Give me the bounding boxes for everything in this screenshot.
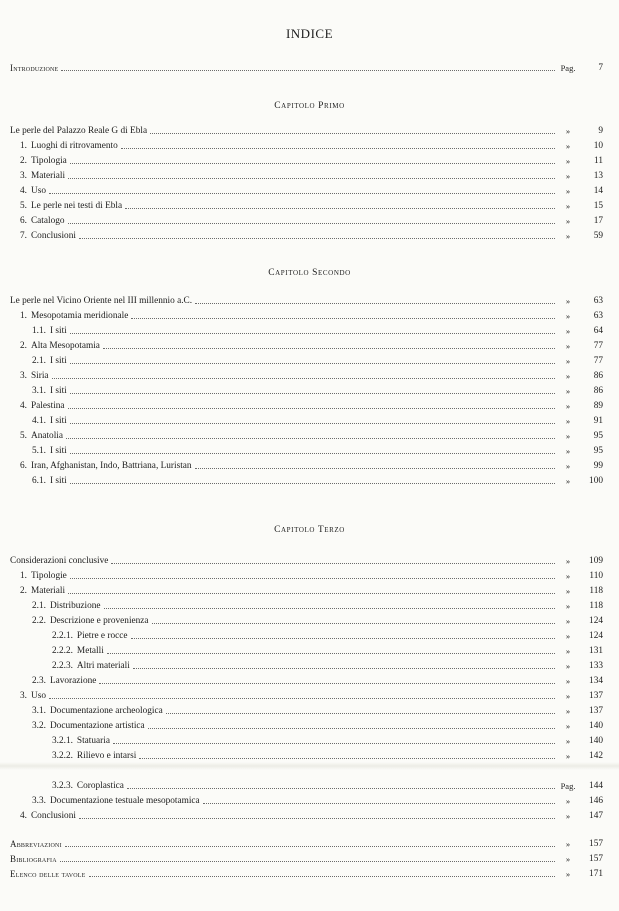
page-prefix: »: [565, 571, 571, 581]
toc-entry-title: Elenco delle tavole: [10, 869, 86, 879]
toc-entry-label: [10, 720, 148, 732]
toc-entry[interactable]: [10, 853, 603, 865]
toc-entry[interactable]: [10, 810, 603, 822]
page-prefix: »: [565, 661, 571, 671]
toc-entry-label: [10, 690, 49, 702]
chapter-heading: Capitolo Primo: [274, 101, 345, 111]
toc-entry[interactable]: [10, 600, 603, 612]
toc-entry-label: [10, 750, 139, 762]
toc-entry[interactable]: [10, 355, 603, 367]
toc-entry[interactable]: [10, 675, 603, 687]
toc-entry-title: Considerazioni conclusive: [10, 556, 109, 566]
toc-entry[interactable]: [10, 445, 603, 457]
toc-entry-number: 2.1.: [32, 601, 46, 611]
toc-entry-title: Pietre e rocce: [76, 631, 128, 641]
toc-entry-number: 6.: [20, 461, 27, 471]
toc-entry[interactable]: [10, 475, 603, 487]
toc-entry-label: [10, 660, 133, 672]
toc-entry-number: 5.1.: [32, 446, 46, 456]
toc-entry[interactable]: [10, 555, 603, 567]
toc-entry-number: 3.: [20, 371, 27, 381]
toc-entry[interactable]: [10, 415, 603, 427]
toc-entry-label: [10, 780, 127, 792]
page-prefix: »: [565, 811, 571, 821]
page-number: 86: [593, 371, 603, 381]
toc-entry-number: 3.1.: [32, 706, 46, 716]
page-prefix: »: [565, 646, 571, 656]
page-number: 137: [589, 691, 603, 701]
page-prefix: »: [565, 869, 571, 879]
toc-entry-title: Tipologia: [30, 156, 67, 166]
toc-entry-label: [10, 853, 60, 865]
toc-entry-title: Siria: [30, 371, 49, 381]
toc-entry-title: Mesopotamia meridionale: [30, 311, 129, 321]
dot-leader: [68, 178, 555, 179]
page-prefix: »: [565, 311, 571, 321]
toc-entry-label: [10, 810, 79, 822]
toc-entry-title: Documentazione archeologica: [49, 706, 163, 716]
toc-entry[interactable]: [10, 430, 603, 442]
dot-leader: [70, 363, 555, 364]
page-number: 140: [589, 721, 603, 731]
page-number: 7: [598, 63, 603, 73]
toc-entry-title: Tipologie: [30, 571, 67, 581]
toc-entry-label: [10, 415, 70, 427]
page-prefix: »: [565, 296, 571, 306]
toc-entry[interactable]: [10, 795, 603, 807]
toc-entry[interactable]: [10, 185, 603, 197]
toc-entry-title: I siti: [49, 326, 67, 336]
dot-leader: [79, 238, 555, 239]
toc-entry-label: [10, 370, 52, 382]
toc-entry-number: 2.3.: [32, 676, 46, 686]
toc-entry-title: Materiali: [30, 171, 66, 181]
toc-entry-number: 2.: [20, 341, 27, 351]
page-prefix: »: [565, 141, 571, 151]
toc-entry-title: Distribuzione: [49, 601, 101, 611]
dot-leader: [203, 803, 555, 804]
page-prefix: »: [565, 691, 571, 701]
toc-entry-number: 3.2.1.: [52, 736, 73, 746]
dot-leader: [70, 453, 555, 454]
page-number: 95: [593, 446, 603, 456]
page-prefix: »: [565, 341, 571, 351]
toc-entry-title: Introduzione: [10, 63, 59, 73]
page-number: 59: [593, 231, 603, 241]
page-prefix: »: [565, 461, 571, 471]
toc-entry[interactable]: [10, 705, 603, 717]
toc-entry-title: I siti: [49, 386, 67, 396]
dot-leader: [131, 638, 555, 639]
toc-entry-label: [10, 200, 125, 212]
dot-leader: [68, 408, 555, 409]
toc-entry[interactable]: [10, 570, 603, 582]
dot-leader: [79, 818, 555, 819]
page-number: 77: [593, 356, 603, 366]
dot-leader: [195, 468, 555, 469]
page-prefix: »: [565, 416, 571, 426]
page-prefix: »: [565, 721, 571, 731]
toc-entry-label: [10, 445, 70, 457]
toc-entry-title: Coroplastica: [76, 781, 124, 791]
toc-entry-title: Uso: [30, 186, 46, 196]
page-prefix: »: [565, 616, 571, 626]
toc-entry-label: [10, 170, 68, 182]
toc-entry-number: 3.2.3.: [52, 781, 73, 791]
page-number: 171: [589, 869, 603, 879]
page-number: 131: [589, 646, 603, 656]
dot-leader: [139, 758, 555, 759]
dot-leader: [125, 208, 555, 209]
toc-entry-number: 5.: [20, 201, 27, 211]
toc-entry-number: 3.1.: [32, 386, 46, 396]
page-number: 64: [593, 326, 603, 336]
toc-entry-label: [10, 475, 70, 487]
toc-entry-number: 2.2.: [32, 616, 46, 626]
toc-entry-title: Documentazione testuale mesopotamica: [49, 796, 200, 806]
toc-entry-title: Bibliografia: [10, 854, 57, 864]
toc-entry-label: [10, 615, 152, 627]
dot-leader: [166, 713, 555, 714]
toc-entry-number: 6.1.: [32, 476, 46, 486]
toc-entry-number: 5.: [20, 431, 27, 441]
toc-entry-title: Le perle nei testi di Ebla: [30, 201, 123, 211]
toc-entry[interactable]: [10, 400, 603, 412]
toc-entry-title: Altri materiali: [76, 661, 130, 671]
page-number: 63: [593, 311, 603, 321]
page-number: 118: [589, 586, 603, 596]
dot-leader: [133, 668, 555, 669]
page-number: 17: [593, 216, 603, 226]
toc-entry-label: [10, 675, 99, 687]
toc-entry-number: 3.2.: [32, 721, 46, 731]
toc-entry-label: [10, 230, 79, 242]
toc-entry[interactable]: [10, 215, 603, 227]
toc-entry[interactable]: [10, 325, 603, 337]
toc-entry-label: [10, 430, 66, 442]
page-number: 157: [589, 854, 603, 864]
toc-entry-label: [10, 645, 107, 657]
dot-leader: [150, 133, 555, 134]
toc-entry-title: I siti: [49, 476, 67, 486]
toc-entry-title: I siti: [49, 416, 67, 426]
toc-entry-label: [10, 570, 70, 582]
toc-entry-title: Luoghi di ritrovamento: [30, 141, 118, 151]
dot-leader: [121, 148, 555, 149]
toc-entry[interactable]: [10, 735, 603, 747]
page-prefix: »: [565, 631, 571, 641]
toc-entry[interactable]: [10, 170, 603, 182]
toc-entry-number: 1.1.: [32, 326, 46, 336]
toc-entry-number: 3.2.2.: [52, 751, 73, 761]
page-prefix: »: [565, 201, 571, 211]
dot-leader: [68, 593, 555, 594]
toc-entry[interactable]: [10, 385, 603, 397]
toc-entry-title: Anatolia: [30, 431, 63, 441]
toc-entry-number: 2.: [20, 156, 27, 166]
toc-entry-title: Alta Mesopotamia: [30, 341, 100, 351]
toc-entry-label: [10, 295, 195, 307]
toc-entry-label: [10, 868, 89, 880]
toc-entry-number: 1.: [20, 311, 27, 321]
toc-entry-number: 4.: [20, 811, 27, 821]
toc-entry-number: 2.1.: [32, 356, 46, 366]
toc-entry-label: [10, 630, 131, 642]
toc-entry[interactable]: [10, 370, 603, 382]
toc-entry[interactable]: [10, 630, 603, 642]
toc-entry[interactable]: [10, 720, 603, 732]
toc-entry-label: [10, 340, 103, 352]
toc-entry[interactable]: [10, 230, 603, 242]
page-number: 15: [593, 201, 603, 211]
page-prefix: »: [565, 796, 571, 806]
toc-entry-label: [10, 795, 203, 807]
page-number: 86: [593, 386, 603, 396]
dot-leader: [111, 563, 555, 564]
dot-leader: [113, 743, 555, 744]
dot-leader: [70, 578, 555, 579]
page-prefix: »: [565, 231, 571, 241]
toc-entry-number: 2.: [20, 586, 27, 596]
page-number: 133: [589, 661, 603, 671]
toc-entry-label: [10, 838, 65, 850]
toc-entry-label: [10, 310, 131, 322]
page-number: 140: [589, 736, 603, 746]
page-number: 11: [594, 156, 603, 166]
page-number: 110: [589, 571, 603, 581]
toc-entry[interactable]: [10, 62, 603, 74]
dot-leader: [152, 623, 555, 624]
toc-entry-number: 4.1.: [32, 416, 46, 426]
page-number: 9: [598, 126, 603, 136]
toc-entry-title: Le perle nel Vicino Oriente nel III millennio a.C.: [10, 296, 193, 306]
dot-leader: [131, 318, 555, 319]
page-number: 99: [593, 461, 603, 471]
page-prefix: »: [565, 854, 571, 864]
toc-entry-title: Descrizione e provenienza: [49, 616, 149, 626]
toc-entry-label: [10, 385, 70, 397]
page-prefix: »: [565, 446, 571, 456]
page-number: 13: [593, 171, 603, 181]
toc-entry[interactable]: [10, 838, 603, 850]
toc-entry[interactable]: [10, 868, 603, 880]
page-number: 124: [589, 631, 603, 641]
page-number: 144: [589, 781, 603, 791]
toc-entry-title: Lavorazione: [49, 676, 97, 686]
toc-entry-number: 3.3.: [32, 796, 46, 806]
page-prefix: »: [565, 171, 571, 181]
dot-leader: [70, 483, 555, 484]
dot-leader: [99, 683, 555, 684]
toc-entry-label: [10, 460, 195, 472]
toc-entry[interactable]: [10, 460, 603, 472]
page-prefix: »: [565, 356, 571, 366]
toc-entry-title: Materiali: [30, 586, 66, 596]
dot-leader: [49, 193, 555, 194]
toc-entry[interactable]: [10, 660, 603, 672]
page-number: 89: [593, 401, 603, 411]
toc-entry-label: [10, 735, 113, 747]
toc-entry[interactable]: [10, 780, 603, 792]
toc-entry[interactable]: [10, 340, 603, 352]
page-number: 91: [593, 416, 603, 426]
dot-leader: [195, 303, 555, 304]
page-prefix: »: [565, 556, 571, 566]
dot-leader: [148, 728, 555, 729]
toc-entry-title: Statuaria: [76, 736, 110, 746]
page-number: 134: [589, 676, 603, 686]
chapter-heading: Capitolo Terzo: [274, 525, 345, 535]
toc-entry-label: [10, 585, 68, 597]
toc-entry-title: Le perle del Palazzo Reale G di Ebla: [10, 126, 148, 136]
toc-entry-number: 1.: [20, 141, 27, 151]
toc-entry-label: [10, 400, 68, 412]
dot-leader: [104, 608, 555, 609]
toc-entry-number: 3.: [20, 691, 27, 701]
page-prefix: »: [565, 371, 571, 381]
toc-entry-number: 7.: [20, 231, 27, 241]
toc-entry-label: [10, 600, 104, 612]
toc-entry-title: I siti: [49, 446, 67, 456]
page-number: 14: [593, 186, 603, 196]
toc-entry-label: [10, 125, 150, 137]
dot-leader: [52, 378, 555, 379]
toc-entry[interactable]: [10, 125, 603, 137]
page-prefix: »: [565, 326, 571, 336]
toc-entry[interactable]: [10, 585, 603, 597]
page-number: 100: [589, 476, 603, 486]
toc-entry-number: 2.2.1.: [52, 631, 73, 641]
toc-entry-label: [10, 555, 111, 567]
toc-entry-title: Palestina: [30, 401, 65, 411]
toc-entry-number: 3.: [20, 171, 27, 181]
toc-entry-label: [10, 185, 49, 197]
toc-entry[interactable]: [10, 140, 603, 152]
page-prefix: »: [565, 216, 571, 226]
page-prefix: »: [565, 156, 571, 166]
toc-entry-title: Iran, Afghanistan, Indo, Battriana, Luristan: [30, 461, 192, 471]
page-number: 10: [593, 141, 603, 151]
toc-entry[interactable]: [10, 295, 603, 307]
dot-leader: [68, 223, 555, 224]
page-number: 109: [589, 556, 603, 566]
dot-leader: [66, 438, 555, 439]
page-number: 124: [589, 616, 603, 626]
page-title: INDICE: [285, 26, 334, 41]
toc-entry[interactable]: [10, 310, 603, 322]
page-prefix: »: [565, 476, 571, 486]
toc-entry-title: Conclusioni: [30, 231, 76, 241]
dot-leader: [70, 423, 555, 424]
page-prefix: »: [565, 676, 571, 686]
page-number: 77: [593, 341, 603, 351]
toc-entry[interactable]: [10, 645, 603, 657]
dot-leader: [127, 788, 555, 789]
page-number: 118: [589, 601, 603, 611]
toc-entry-number: 1.: [20, 571, 27, 581]
toc-entry[interactable]: [10, 200, 603, 212]
page-prefix: »: [565, 386, 571, 396]
toc-entry-title: Metalli: [76, 646, 104, 656]
page-prefix: »: [565, 126, 571, 136]
toc-entry-label: [10, 705, 166, 717]
toc-entry-title: I siti: [49, 356, 67, 366]
toc-entry-label: [10, 355, 70, 367]
toc-entry-label: [10, 140, 121, 152]
toc-entry[interactable]: [10, 155, 603, 167]
page-number: 146: [589, 796, 603, 806]
page-fold-shadow: [0, 762, 619, 770]
dot-leader: [49, 698, 555, 699]
toc-entry-number: 2.2.3.: [52, 661, 73, 671]
page-prefix: »: [565, 601, 571, 611]
page-prefix: »: [565, 431, 571, 441]
page-number: 137: [589, 706, 603, 716]
page-prefix: »: [565, 706, 571, 716]
page-prefix: »: [565, 586, 571, 596]
dot-leader: [70, 163, 555, 164]
dot-leader: [61, 70, 555, 71]
page-number: 147: [589, 811, 603, 821]
dot-leader: [107, 653, 555, 654]
toc-entry-number: 4.: [20, 186, 27, 196]
page-prefix: »: [565, 751, 571, 761]
chapter-heading: Capitolo Secondo: [268, 268, 351, 278]
dot-leader: [60, 861, 555, 862]
page-prefix: »: [565, 186, 571, 196]
dot-leader: [65, 846, 555, 847]
dot-leader: [70, 333, 555, 334]
page-prefix: Pag.: [560, 781, 576, 791]
dot-leader: [103, 348, 555, 349]
page-number: 142: [589, 751, 603, 761]
dot-leader: [89, 876, 555, 877]
page-prefix: »: [565, 401, 571, 411]
page-prefix: »: [565, 736, 571, 746]
page-number: 95: [593, 431, 603, 441]
toc-entry-title: Abbreviazioni: [10, 839, 62, 849]
toc-entry[interactable]: [10, 615, 603, 627]
toc-entry-title: Rilievo e intarsi: [76, 751, 137, 761]
page-prefix: Pag.: [560, 63, 576, 73]
toc-entry-label: [10, 62, 61, 74]
toc-entry-title: Catalogo: [30, 216, 65, 226]
toc-entry-number: 6.: [20, 216, 27, 226]
toc-entry-title: Uso: [30, 691, 46, 701]
toc-entry-label: [10, 215, 68, 227]
toc-entry-number: 2.2.2.: [52, 646, 73, 656]
toc-entry-title: Conclusioni: [30, 811, 76, 821]
toc-entry[interactable]: [10, 690, 603, 702]
toc-entry-title: Documentazione artistica: [49, 721, 145, 731]
page-prefix: »: [565, 839, 571, 849]
toc-entry-number: 4.: [20, 401, 27, 411]
toc-entry-label: [10, 325, 70, 337]
dot-leader: [70, 393, 555, 394]
page-number: 157: [589, 839, 603, 849]
toc-entry-label: [10, 155, 70, 167]
page-number: 63: [593, 296, 603, 306]
toc-entry[interactable]: [10, 750, 603, 762]
